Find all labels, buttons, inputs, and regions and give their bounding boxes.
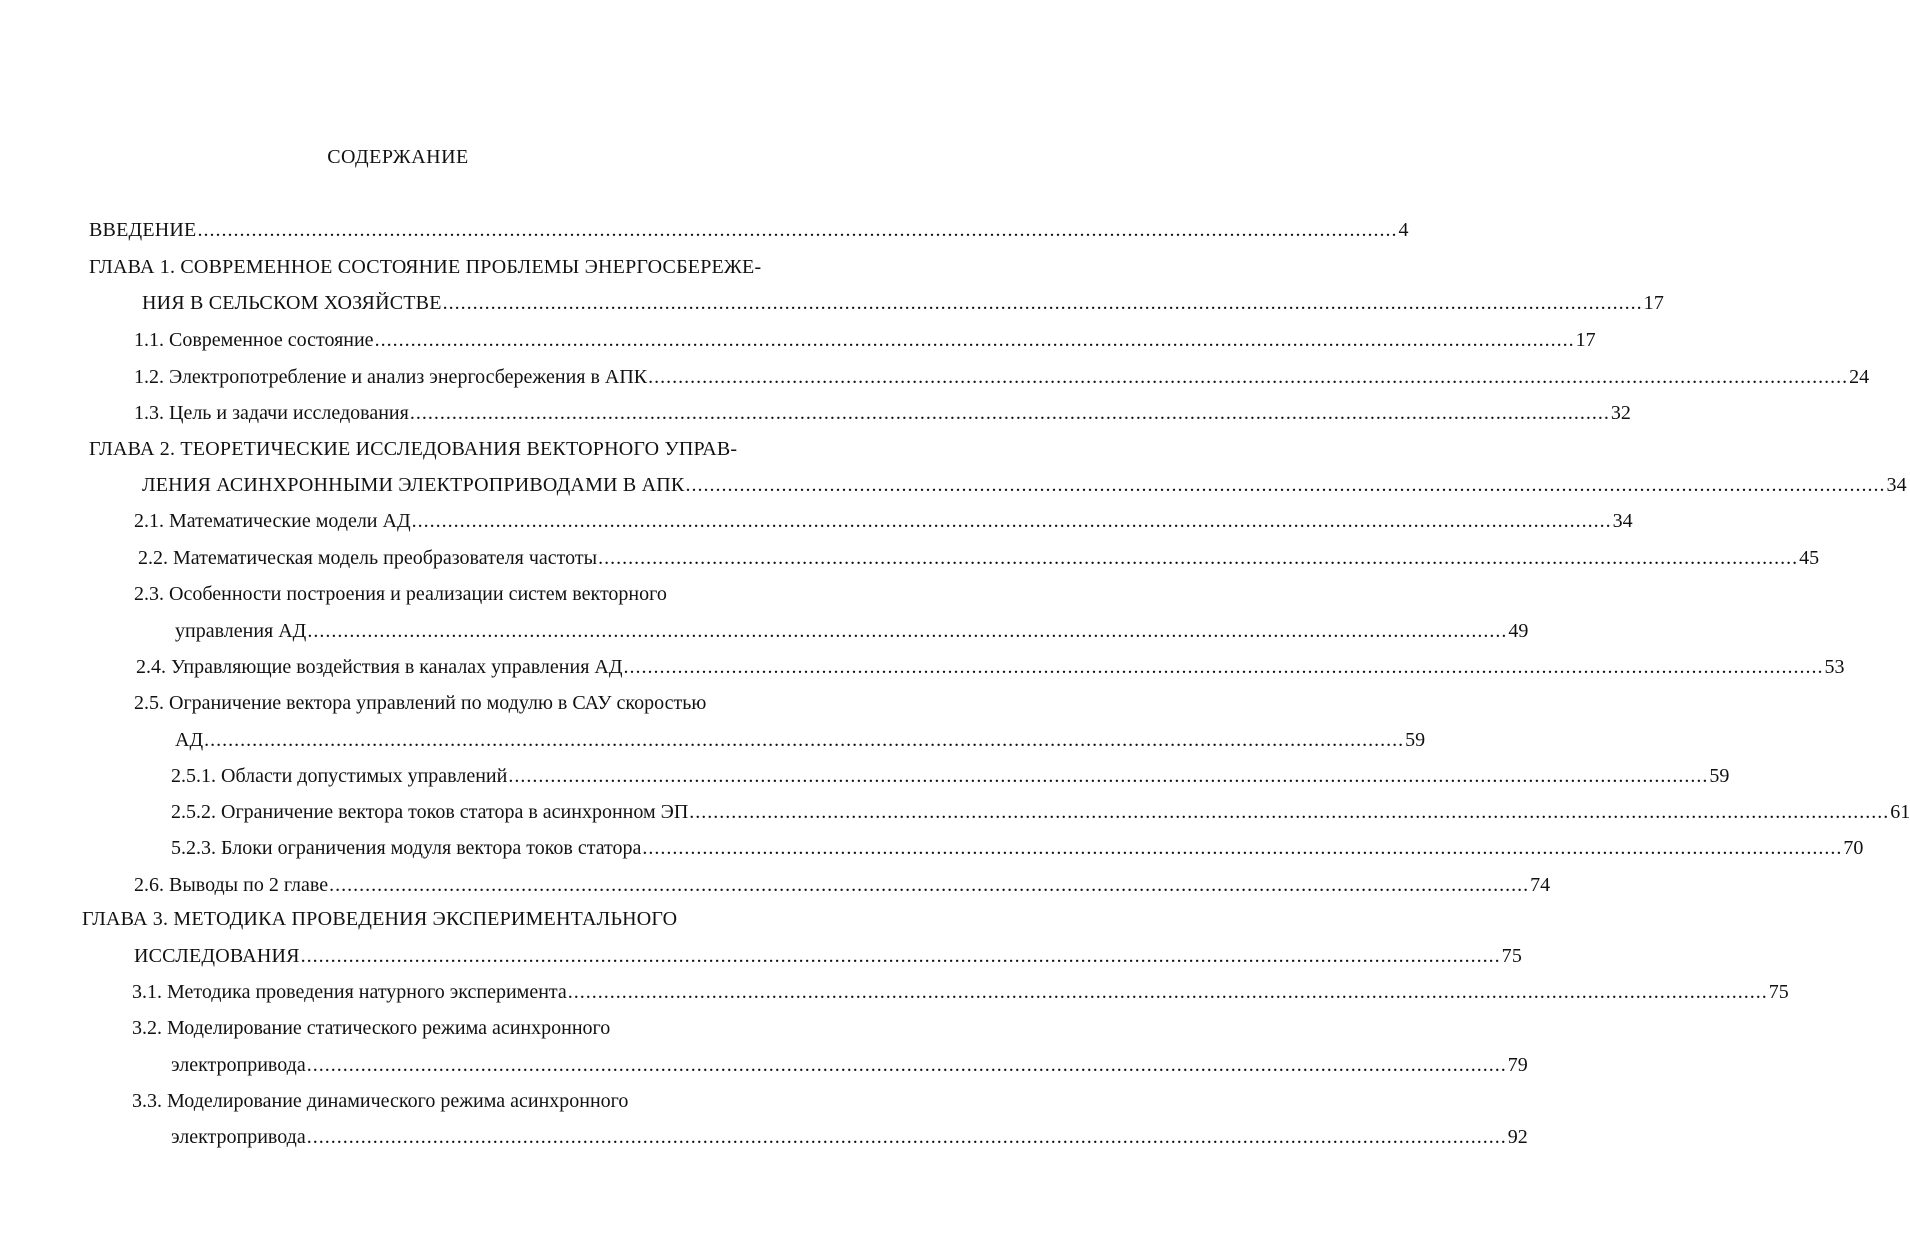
toc-entry-page: 17	[1575, 329, 1596, 351]
toc-entry-text: 5.2.3. Блоки ограничения модуля вектора токов статора	[171, 837, 642, 859]
toc-entry-text: 2.3. Особенности построения и реализации систем векторного	[134, 583, 667, 605]
toc-entry-page: 92	[1507, 1126, 1528, 1148]
toc-entry-text: 2.5.1. Области допустимых управлений	[171, 765, 508, 787]
toc-entry	[89, 252, 762, 282]
toc-entry	[134, 506, 1633, 536]
toc-entry-page: 49	[1508, 620, 1529, 642]
toc-entry-text: 2.4. Управляющие воздействия в каналах управления АД	[136, 656, 623, 678]
toc-entry-text: 2.6. Выводы по 2 главе	[134, 874, 329, 896]
toc-entry-page: 70	[1843, 837, 1864, 859]
toc-entry-page: 75	[1501, 945, 1523, 967]
dot-leader: ........................................................................................................................................................................................................	[204, 729, 1405, 751]
toc-entry	[132, 977, 1789, 1007]
toc-entry	[175, 725, 1426, 755]
toc-entry	[134, 870, 1551, 900]
dot-leader: ........................................................................................................................................................................................................	[306, 1054, 1507, 1076]
toc-entry-text: 2.5.2. Ограничение вектора токов статора в асинхронном ЭП	[171, 801, 689, 823]
dot-leader: ........................................................................................................................................................................................................	[329, 874, 1530, 896]
toc-entry	[142, 288, 1665, 318]
dot-leader: ........................................................................................................................................................................................................	[300, 945, 1501, 967]
dot-leader: ........................................................................................................................................................................................................	[567, 981, 1768, 1003]
toc-entry-text: 3.3. Моделирование динамического режима асинхронного	[132, 1090, 629, 1112]
toc-entry	[138, 543, 1820, 573]
toc-entry	[134, 579, 754, 609]
dot-leader: ........................................................................................................................................................................................................	[442, 292, 1643, 314]
toc-entry	[134, 362, 1870, 392]
toc-entry-text: 3.2. Моделирование статического режима асинхронного	[132, 1017, 611, 1039]
toc-entry-page: 75	[1768, 981, 1789, 1003]
toc-entry	[89, 434, 749, 464]
toc-entry-page: 59	[1709, 765, 1730, 787]
dot-leader: ........................................................................................................................................................................................................	[689, 801, 1890, 823]
toc-entry-text: 2.5. Ограничение вектора управлений по модулю в САУ скоростью	[134, 692, 707, 714]
toc-entry	[89, 215, 1409, 245]
toc-entry-text: АД	[175, 729, 204, 751]
dot-leader: ........................................................................................................................................................................................................	[411, 510, 1612, 532]
toc-entry-page: 34	[1886, 474, 1907, 496]
toc-entry	[171, 1122, 1528, 1152]
toc-entry-text: ВВЕДЕНИЕ	[89, 219, 197, 241]
toc-entry-text: НИЯ В СЕЛЬСКОМ ХОЗЯЙСТВЕ	[142, 292, 442, 314]
toc-entry	[134, 325, 1596, 355]
dot-leader: ........................................................................................................................................................................................................	[685, 474, 1886, 496]
toc-entry-text: 2.2. Математическая модель преобразователя частоты	[138, 547, 598, 569]
dot-leader: ........................................................................................................................................................................................................	[598, 547, 1799, 569]
toc-entry-text: 1.3. Цель и задачи исследования	[134, 402, 409, 424]
toc-entry-page: 61	[1890, 801, 1910, 823]
toc-entry-page: 74	[1530, 874, 1551, 896]
toc-entry-text: ИССЛЕДОВАНИЯ	[134, 945, 300, 967]
toc-entry-text: электропривода	[171, 1054, 306, 1076]
toc-entry	[171, 1050, 1528, 1080]
toc-entry	[171, 833, 1864, 863]
dot-leader: ........................................................................................................................................................................................................	[648, 366, 1849, 388]
toc-entry	[132, 1013, 752, 1043]
toc-entry	[134, 398, 1631, 428]
toc-entry-page: 17	[1643, 292, 1665, 314]
toc-entry-page: 34	[1612, 510, 1633, 532]
toc-entry-page: 59	[1405, 729, 1426, 751]
toc-entry-text: управления АД	[175, 620, 307, 642]
toc-entry-text: ЛЕНИЯ АСИНХРОННЫМИ ЭЛЕКТРОПРИВОДАМИ В АПК	[142, 474, 685, 496]
toc-entry-page: 4	[1398, 219, 1409, 241]
toc-entry-text: 1.2. Электропотребление и анализ энергосбережения в АПК	[134, 366, 648, 388]
toc-entry	[175, 616, 1529, 646]
toc-entry	[142, 470, 1907, 500]
toc-entry	[134, 688, 754, 718]
dot-leader: ........................................................................................................................................................................................................	[307, 620, 1508, 642]
dot-leader: ........................................................................................................................................................................................................	[374, 329, 1575, 351]
toc-entry-page: 79	[1507, 1054, 1528, 1076]
toc-entry	[132, 1086, 752, 1116]
toc-entry	[136, 652, 1845, 682]
toc-entry	[171, 797, 1910, 827]
toc-entry-page: 45	[1799, 547, 1820, 569]
toc-entry-text: 2.1. Математические модели АД	[134, 510, 411, 532]
toc-entry-text: электропривода	[171, 1126, 306, 1148]
toc-entry	[134, 941, 1523, 971]
toc-entry-text: ГЛАВА 3. МЕТОДИКА ПРОВЕДЕНИЯ ЭКСПЕРИМЕНТАЛЬНОГО	[82, 908, 678, 930]
toc-entry-page: 24	[1849, 366, 1870, 388]
page-title: СОДЕРЖАНИЕ	[327, 146, 469, 168]
toc-entry	[171, 761, 1730, 791]
dot-leader: ........................................................................................................................................................................................................	[197, 219, 1398, 241]
toc-entry	[82, 904, 742, 934]
dot-leader: ........................................................................................................................................................................................................	[642, 837, 1843, 859]
toc-entry-text: 1.1. Современное состояние	[134, 329, 374, 351]
toc-entry-page: 53	[1824, 656, 1845, 678]
toc-entry-text: ГЛАВА 2. ТЕОРЕТИЧЕСКИЕ ИССЛЕДОВАНИЯ ВЕКТОРНОГО УПРАВ-	[89, 438, 738, 460]
toc-entry-page: 32	[1610, 402, 1631, 424]
dot-leader: ........................................................................................................................................................................................................	[409, 402, 1610, 424]
toc-entry-text: ГЛАВА 1. СОВРЕМЕННОЕ СОСТОЯНИЕ ПРОБЛЕМЫ ЭНЕРГОСБЕРЕЖЕ-	[89, 256, 762, 278]
dot-leader: ........................................................................................................................................................................................................	[623, 656, 1824, 678]
dot-leader: ........................................................................................................................................................................................................	[508, 765, 1709, 787]
toc-entry-text: 3.1. Методика проведения натурного эксперимента	[132, 981, 567, 1003]
dot-leader: ........................................................................................................................................................................................................	[306, 1126, 1507, 1148]
